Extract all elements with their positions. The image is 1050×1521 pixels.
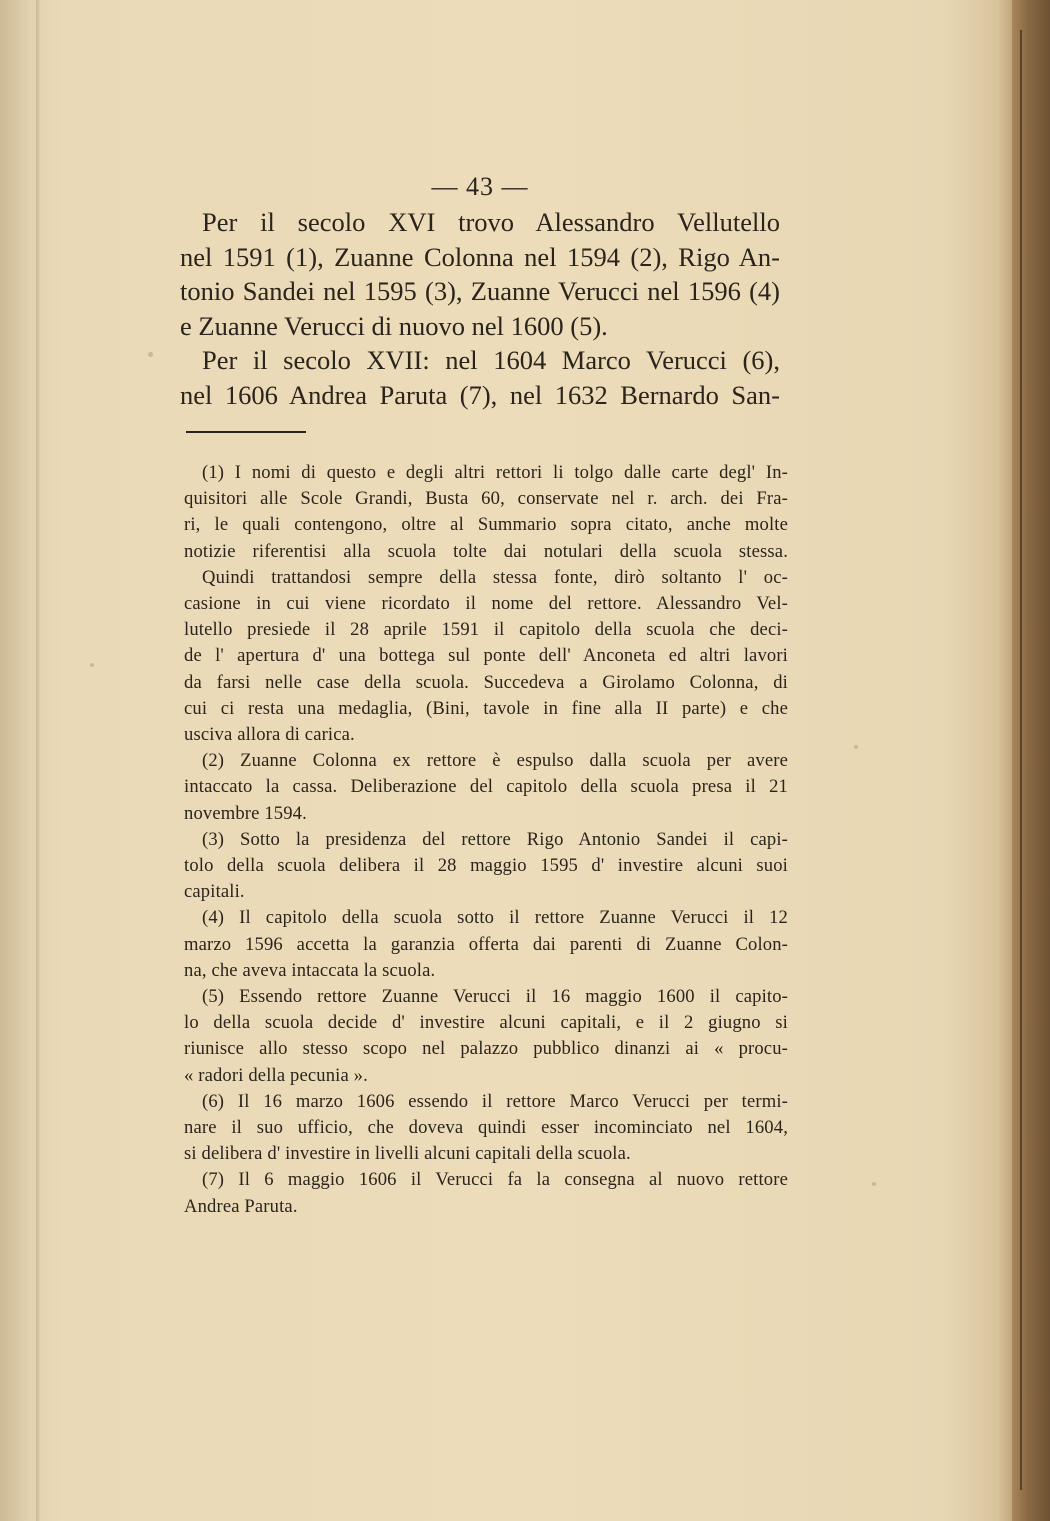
page-edge xyxy=(1012,0,1050,1521)
page-number: — 43 — xyxy=(431,172,529,201)
footnote-line: usciva allora di carica. xyxy=(184,724,355,746)
footnote-line: tolo della scuola delibera il 28 maggio 1595 d' investire alcuni suoi xyxy=(184,855,788,877)
page-gutter xyxy=(36,0,40,1521)
footnote-line: si delibera d' investire in livelli alcuni capitali della scuola. xyxy=(184,1143,631,1165)
footnote-line: casione in cui viene ricordato il nome del rettore. Alessandro Vel- xyxy=(184,593,788,615)
footnote-line: quisitori alle Scole Grandi, Busta 60, conservate nel r. arch. dei Fra- xyxy=(184,488,788,510)
text-line: nel 1591 (1), Zuanne Colonna nel 1594 (2), Rigo An- xyxy=(180,241,780,272)
footnote-line: (6) Il 16 marzo 1606 essendo il rettore Marco Verucci per termi- xyxy=(202,1090,788,1112)
footnote-line: intaccato la cassa. Deliberazione del capitolo della scuola presa il 21 xyxy=(184,776,788,798)
footnote-line: cui ci resta una medaglia, (Bini, tavole in fine alla II parte) e che xyxy=(184,697,788,719)
footnote-line: notizie riferentisi alla scuola tolte dai notulari della scuola stessa. xyxy=(184,540,788,562)
paper-spot xyxy=(148,352,153,357)
text-line: nel 1606 Andrea Paruta (7), nel 1632 Bernardo San- xyxy=(180,379,780,410)
footnote-line: ri, le quali contengono, oltre al Summario sopra citato, anche molte xyxy=(184,514,788,536)
footnotes xyxy=(184,460,788,1220)
footnote-line: (5) Essendo rettore Zuanne Verucci il 16 maggio 1600 il capito- xyxy=(202,986,788,1008)
footnote-line: capitali. xyxy=(184,881,245,903)
footnote-line: riunisce allo stesso scopo nel palazzo pubblico dinanzi ai « procu- xyxy=(184,1038,788,1060)
footnote-line: « radori della pecunia ». xyxy=(184,1064,368,1086)
footnote-line: novembre 1594. xyxy=(184,802,307,824)
text-line: tonio Sandei nel 1595 (3), Zuanne Verucci nel 1596 (4) xyxy=(180,276,780,306)
footnote-line: Andrea Paruta. xyxy=(184,1195,298,1217)
footnote-line: (1) I nomi di questo e degli altri rettori li tolgo dalle carte degl' In- xyxy=(202,462,788,483)
paper-spot xyxy=(90,663,94,667)
main-text xyxy=(180,205,780,412)
footnote-line: lo della scuola decide d' investire alcuni capitali, e il 2 giugno si xyxy=(184,1012,788,1034)
footnote-line: (3) Sotto la presidenza del rettore Rigo Antonio Sandei il capi- xyxy=(202,828,788,850)
paper-spot xyxy=(854,745,858,749)
footnote-line: (7) Il 6 maggio 1606 il Verucci fa la consegna al nuovo rettore xyxy=(202,1169,788,1191)
footnote-line: marzo 1596 accetta la garanzia offerta dai parenti di Zuanne Colon- xyxy=(184,933,788,955)
footnote-line: (2) Zuanne Colonna ex rettore è espulso dalla scuola per avere xyxy=(202,750,788,772)
footnote-line: na, che aveva intaccata la scuola. xyxy=(184,959,436,981)
page-edge-line xyxy=(1020,30,1022,1490)
text-line: e Zuanne Verucci di nuovo nel 1600 (5). xyxy=(180,310,608,341)
footnote-rule xyxy=(186,431,306,433)
footnote-line: lutello presiede il 28 aprile 1591 il capitolo della scuola che deci- xyxy=(184,619,788,641)
paper-spot xyxy=(872,1182,876,1186)
footnote-line: de l' apertura d' una bottega sul ponte dell' Anconeta ed altri lavori xyxy=(184,645,788,667)
footnote-line: nare il suo ufficio, che doveva quindi esser incominciato nel 1604, xyxy=(184,1117,788,1139)
footnote-line: da farsi nelle case della scuola. Succedeva a Girolamo Colonna, di xyxy=(184,671,788,693)
footnote-line: Quindi trattandosi sempre della stessa fonte, dirò soltanto l' oc- xyxy=(202,566,788,588)
text-line: Per il secolo XVI trovo Alessandro Vellutello xyxy=(202,207,780,237)
footnote-line: (4) Il capitolo della scuola sotto il rettore Zuanne Verucci il 12 xyxy=(202,907,788,929)
text-line: Per il secolo XVII: nel 1604 Marco Verucci (6), xyxy=(202,345,780,375)
